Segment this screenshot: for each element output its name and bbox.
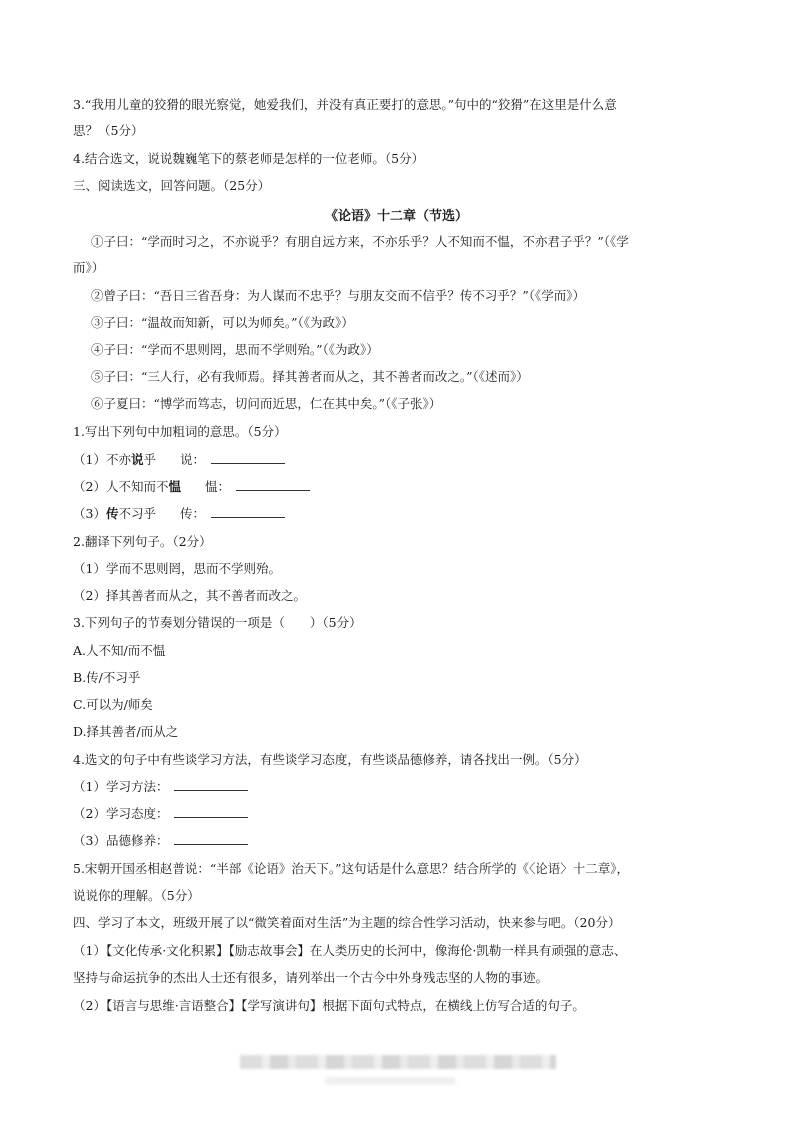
excerpt-5: ⑤子曰：“三人行，必有我师焉。择其善者而从之，其不善者而改之。”（《述而》）	[91, 369, 529, 384]
p1-item-2-prefix: （2）人不知而不	[73, 479, 169, 494]
excerpt-1-line-1: ①子曰：“学而时习之，不亦说乎？有朋自远方来，不亦乐乎？人不知而不愠，不亦君子乎？”（《学	[91, 234, 629, 249]
question-3-line-2: 思？（5分）	[73, 123, 144, 138]
activity-2: （2）【语言与思维·言语整合】【学写演讲句】根据下面句式特点，在横线上仿写合适的句子。	[73, 998, 585, 1013]
p1-item-2	[73, 478, 310, 496]
p3-stem: 3.下列句子的节奏划分错误的一项是（ ）（5分）	[73, 615, 362, 630]
activity-1-line-2: 坚持与命运抗争的杰出人士还有很多，请列举出一个古今中外身残志坚的人物的事迹。	[73, 970, 549, 985]
section-4-heading: 四、学习了本文，班级开展了以“微笑着面对生活”为主题的综合性学习活动，快来参与吧。（20分）	[73, 915, 621, 930]
p1-item-3-prefix: （3）	[73, 506, 106, 521]
p4-field-2-label: （2）学习态度：	[73, 806, 169, 821]
p3-option-a[interactable]: A.人不知/而不愠	[73, 643, 166, 658]
excerpt-2: ②曾子曰：“吾日三省吾身：为人谋而不忠乎？与朋友交而不信乎？传不习乎？”（《学而》）	[91, 288, 586, 303]
p1-item-2-answer-line[interactable]	[236, 478, 310, 491]
question-3-line-1: 3.“我用儿童的狡猾的眼光察觉，她爱我们，并没有真正要打的意思。”句中的“狡猾”在这里是什么意	[73, 97, 617, 112]
passage-title: 《论语》十二章（节选）	[324, 209, 468, 224]
excerpt-6: ⑥子夏曰：“博学而笃志，切问而近思，仁在其中矣。”（《子张》）	[91, 396, 442, 411]
p4-field-1-answer-line[interactable]	[174, 778, 248, 791]
p1-item-3-answer-line[interactable]	[211, 505, 285, 518]
p2-sentence-1: （1）学而不思则罔，思而不学则殆。	[73, 561, 281, 576]
p2-sentence-2: （2）择其善者而从之，其不善者而改之。	[73, 588, 306, 603]
p5-line-2: 说说你的理解。（5分）	[73, 888, 200, 903]
p4-field-3-label: （3）品德修养：	[73, 833, 169, 848]
p4-stem: 4.选文的句子中有些谈学习方法，有些谈学习态度，有些谈品德修养，请各找出一例。（5分）	[73, 752, 587, 767]
blurred-footer-watermark-secondary	[325, 1077, 455, 1085]
p1-stem: 1.写出下列句中加粗词的意思。（5分）	[73, 424, 287, 439]
blurred-footer-watermark	[240, 1055, 556, 1069]
p1-item-3	[73, 505, 285, 523]
p1-item-1	[73, 451, 285, 469]
p4-field-3	[73, 832, 248, 850]
question-4: 4.结合选文，说说魏巍笔下的蔡老师是怎样的一位老师。（5分）	[73, 151, 425, 166]
excerpt-4: ④子曰：“学而不思则罔，思而不学则殆。”（《为政》）	[91, 342, 379, 357]
p4-field-2-answer-line[interactable]	[174, 805, 248, 818]
excerpt-3: ③子曰：“温故而知新，可以为师矣。”（《为政》）	[91, 315, 354, 330]
p4-field-1-label: （1）学习方法：	[73, 779, 169, 794]
p1-item-1-answer-line[interactable]	[211, 451, 285, 464]
p1-item-1-bold: 说	[130, 452, 144, 467]
p1-item-1-label: 说：	[179, 452, 205, 467]
p4-field-2	[73, 805, 248, 823]
p1-item-3-suffix: 不习乎	[118, 506, 156, 521]
p4-field-3-answer-line[interactable]	[174, 832, 248, 845]
p3-option-d[interactable]: D.择其善者/而从之	[73, 724, 179, 739]
p1-item-2-label: 愠：	[204, 479, 230, 494]
activity-1-line-1: （1）【文化传承·文化积累】【励志故事会】在人类历史的长河中，像海伦·凯勒一样具有顽强的意志、	[73, 943, 627, 958]
p5-line-1: 5.宋朝开国丞相赵普说：“半部《论语》治天下。”这句话是什么意思？结合所学的《〈论语〉十二章》，	[73, 861, 629, 876]
p3-option-c[interactable]: C.可以为/师矣	[73, 697, 153, 712]
p1-item-3-label: 传：	[179, 506, 205, 521]
p1-item-2-bold: 愠	[168, 479, 181, 494]
p1-item-3-bold: 传	[105, 506, 119, 521]
p1-item-1-prefix: （1）不亦	[73, 452, 131, 467]
p1-item-1-suffix: 乎	[143, 452, 156, 467]
section-3-heading: 三、阅读选文，回答问题。（25分）	[73, 178, 271, 193]
p2-stem: 2.翻译下列句子。（2分）	[73, 534, 212, 549]
p3-option-b[interactable]: B.传/不习乎	[73, 670, 141, 685]
p4-field-1	[73, 778, 248, 796]
excerpt-1-line-2: 而》）	[73, 260, 105, 275]
